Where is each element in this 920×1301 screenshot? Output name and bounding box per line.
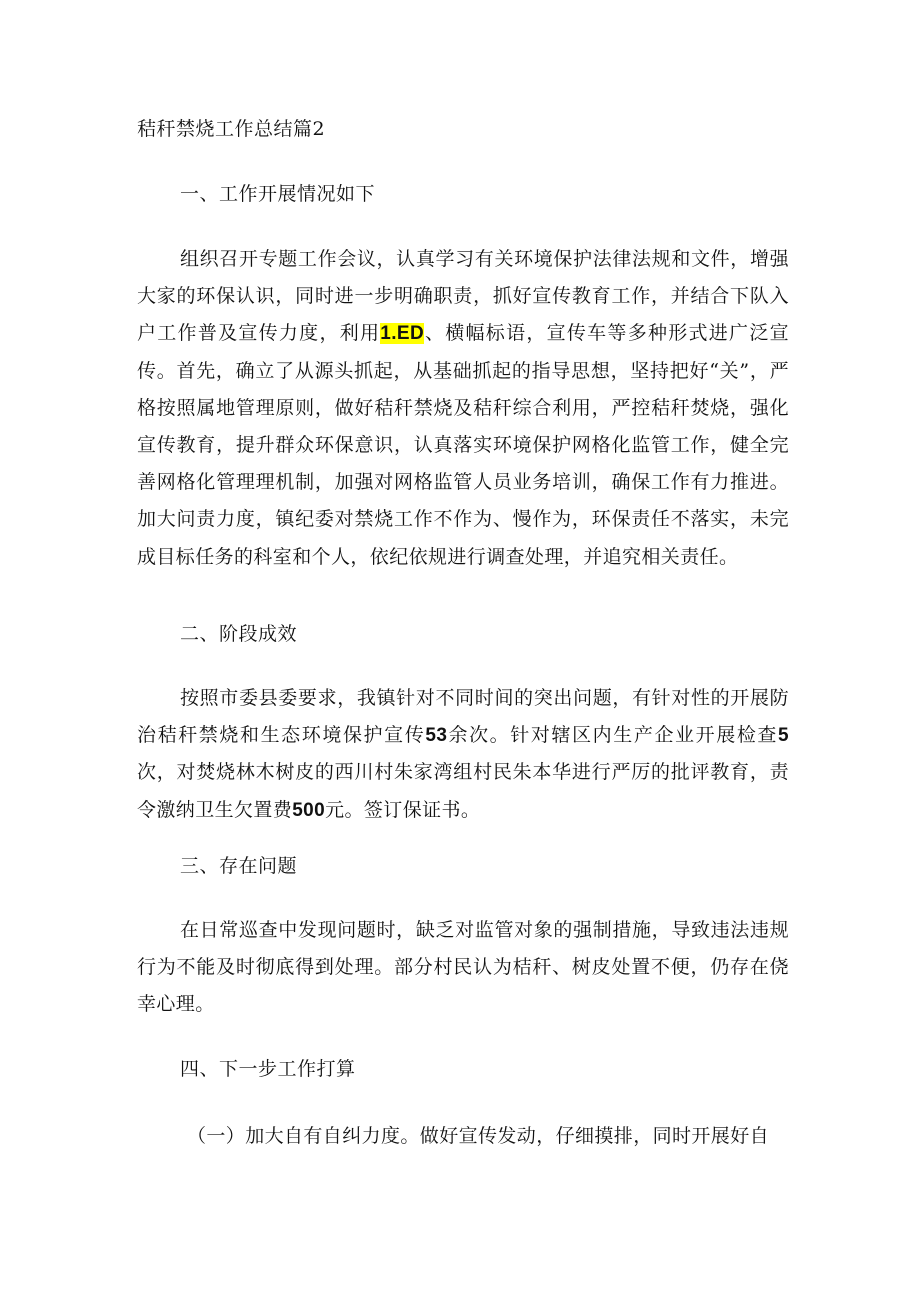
number-value: 53 — [425, 725, 448, 747]
section-heading-4: 四、下一步工作打算 — [180, 1058, 356, 1080]
section-heading-1: 一、工作开展情况如下 — [180, 183, 376, 205]
section-paragraph-1 — [137, 241, 789, 576]
section-paragraph-2 — [137, 680, 789, 829]
highlighted-text: 1.ED — [380, 323, 425, 345]
paragraph-text: 余次。针对辖区内生产企业开展检查 — [447, 724, 779, 747]
paragraph-text: 、横幅标语，宣传车等多种形式进广泛宣传。首先，确立了从源头抓起，从基础抓起的指导思想，坚持把好“关”，严格按照属地管理原则，做好秸秆禁烧及秸秆综合利用，严控秸秆焚烧，强化宣传教育，提升群众环保意识，认真落实环境保护网格化监管工作，健全完善网格化管理理机制，加强对网格监管人员业务培训，确保工作有力推进。加大问责力度，镇纪委对禁烧工作不作为、慢作为，环保责任不落实，未完成目标任务的科室和个人，依纪依规进行调查处理，并追究相关责任。 — [137, 322, 789, 568]
number-value: 5 — [778, 725, 789, 747]
paragraph-text: 元。签订保证书。 — [325, 798, 481, 821]
document-title: 秸秆禁烧工作总结篇2 — [137, 118, 326, 140]
number-value: 500 — [292, 799, 326, 821]
section-paragraph-4: （一）加大自有自纠力度。做好宣传发动，仔细摸排，同时开展好自 — [187, 1125, 770, 1147]
section-heading-2: 二、阶段成效 — [180, 623, 298, 645]
paragraph-text: 次，对焚烧林木树皮的西川村朱家湾组村民朱本华进行严厉的批评教育，责令激纳卫生欠置费 — [137, 761, 789, 821]
section-heading-3: 三、存在问题 — [180, 855, 298, 877]
paragraph-text: 按照市委县委要求，我镇针对不同时间的突出问题，有针对性的开展防治秸秆禁烧和生态环境保护宣传 — [137, 687, 789, 747]
section-paragraph-3: 在日常巡查中发现问题时，缺乏对监管对象的强制措施，导致违法违规行为不能及时彻底得到处理。部分村民认为桔秆、树皮处置不便，仍存在侥幸心理。 — [137, 919, 789, 1016]
paragraph-text: 组织召开专题工作会议，认真学习有关环境保护法律法规和文件，增强大家的环保认识，同时进一步明确职责，抓好宣传教育工作，并结合下队入户工作普及宣传力度，利用 — [137, 248, 789, 345]
